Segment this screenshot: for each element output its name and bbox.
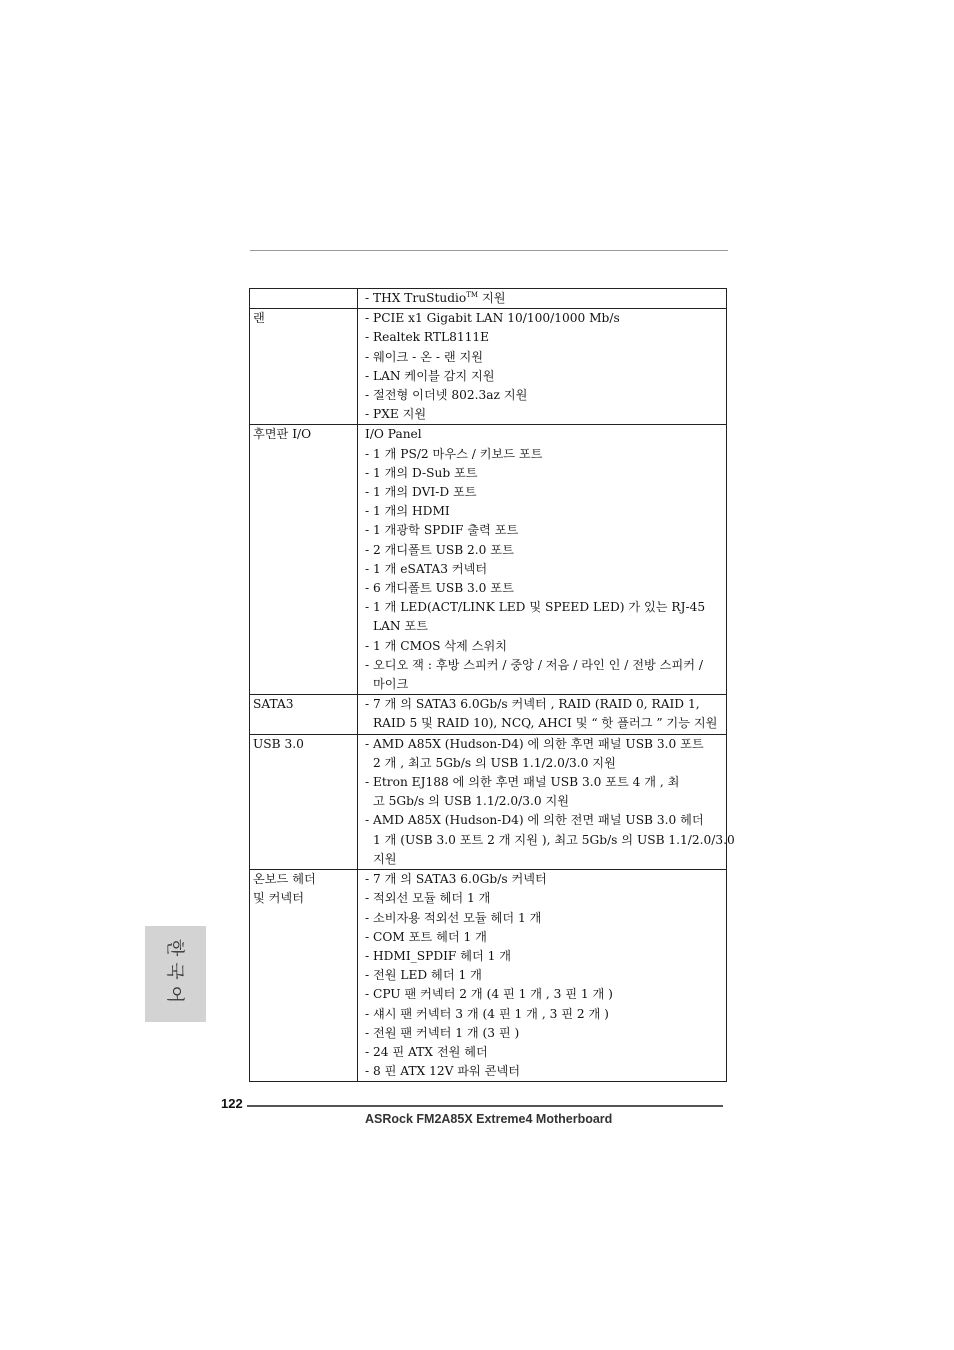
top-divider: [250, 250, 728, 251]
spec-label: [250, 734, 358, 869]
spec-item: - 오디오 잭 : 후방 스피커 / 중앙 / 저음 / 라인 인 / 전방 스피커 /: [365, 657, 703, 672]
spec-row: [250, 870, 727, 1082]
page-number: 122: [221, 1096, 243, 1111]
spec-table: [249, 288, 735, 1082]
spec-row: [250, 425, 727, 695]
spec-item: - 소비자용 적외선 모듈 헤더 1 개: [365, 910, 542, 925]
spec-item: - 7 개 의 SATA3 6.0Gb/s 커넥터 , RAID (RAID 0, RAID 1,: [365, 697, 700, 712]
spec-continuation-line: LAN 포트: [373, 619, 428, 634]
spec-continuation-line: RAID 5 및 RAID 10), NCQ, AHCI 및 “ 핫 플러그 ” 기능 지원: [373, 716, 718, 731]
spec-item: - 전원 LED 헤더 1 개: [365, 968, 482, 983]
spec-item: - PXE 지원: [365, 407, 427, 422]
spec-continuation-line: 고 5Gb/s 의 USB 1.1/2.0/3.0 지원: [373, 794, 570, 809]
spec-item: - 1 개의 DVI-D 포트: [365, 485, 477, 500]
spec-item: - LAN 케이블 감지 지원: [365, 368, 495, 383]
spec-content: [358, 309, 727, 425]
spec-item: - AMD A85X (Hudson-D4) 에 의한 전면 패널 USB 3.0 헤더: [365, 813, 704, 828]
spec-row: [250, 289, 727, 309]
spec-item: - PCIE x1 Gigabit LAN 10/100/1000 Mb/s: [365, 311, 620, 326]
spec-item: - 24 핀 ATX 전원 헤더: [365, 1044, 488, 1059]
spec-row: [250, 309, 727, 425]
spec-item: - 2 개디폴트 USB 2.0 포트: [365, 542, 514, 557]
spec-item: - COM 포트 헤더 1 개: [365, 929, 487, 944]
spec-continuation-line: 2 개 , 최고 5Gb/s 의 USB 1.1/2.0/3.0 지원: [373, 755, 616, 770]
spec-label-line: 랜: [253, 311, 265, 326]
spec-item: - 전원 팬 커넥터 1 개 (3 핀 ): [365, 1025, 520, 1040]
spec-label: [250, 309, 358, 425]
spec-label-line: 후면판 I/O: [253, 427, 312, 442]
spec-item: - 웨이크 - 온 - 랜 지원: [365, 349, 484, 364]
trademark-mark: TM: [466, 291, 479, 299]
spec-item: - 1 개의 D-Sub 포트: [365, 465, 478, 480]
spec-continuation-line: 마이크: [373, 677, 409, 692]
spec-row: [250, 695, 727, 734]
language-side-tab-label: 한국어: [163, 938, 185, 1010]
spec-item: - HDMI_SPDIF 헤더 1 개: [365, 948, 512, 963]
spec-item: - Realtek RTL8111E: [365, 330, 490, 345]
spec-item: - 1 개광학 SPDIF 출력 포트: [365, 523, 519, 538]
spec-label-line: 및 커넥터: [253, 891, 304, 906]
spec-item: - 1 개 eSATA3 커넥터: [365, 561, 488, 576]
language-side-tab: [145, 926, 206, 1022]
spec-label: [250, 695, 358, 734]
spec-label: [250, 289, 358, 309]
spec-item: - 6 개디폴트 USB 3.0 포트: [365, 581, 514, 596]
spec-label-line: SATA3: [253, 697, 294, 712]
spec-continuation-line: 1 개 (USB 3.0 포트 2 개 지원 ), 최고 5Gb/s 의 USB 1.1/2.0/3.0: [373, 832, 735, 847]
spec-content: [358, 734, 735, 869]
spec-item: - 절전형 이더넷 802.3az 지원: [365, 388, 528, 403]
spec-label-line: USB 3.0: [253, 736, 304, 751]
spec-continuation-line: 지원: [373, 851, 397, 866]
spec-item: - Etron EJ188 에 의한 후면 패널 USB 3.0 포트 4 개 , 최: [365, 775, 680, 790]
footer-divider: [247, 1105, 723, 1107]
spec-item: I/O Panel: [365, 427, 422, 442]
spec-item: - 적외선 모듈 헤더 1 개: [365, 891, 491, 906]
spec-row: [250, 734, 727, 869]
spec-item: - 1 개 CMOS 삭제 스위치: [365, 638, 508, 653]
spec-item: - 1 개 LED(ACT/LINK LED 및 SPEED LED) 가 있는 RJ-45: [365, 600, 706, 615]
spec-item: - 8 핀 ATX 12V 파워 콘넥터: [365, 1064, 521, 1079]
spec-item: - 1 개의 HDMI: [365, 504, 450, 519]
spec-content: [358, 870, 727, 1082]
spec-label: [250, 425, 358, 695]
spec-item: - THX TruStudio™ 지원: [365, 291, 506, 305]
spec-content: [358, 695, 727, 734]
spec-label: [250, 870, 358, 1082]
spec-item: - 1 개 PS/2 마우스 / 키보드 포트: [365, 446, 543, 461]
footer-title: ASRock FM2A85X Extreme4 Motherboard: [365, 1112, 613, 1126]
spec-item: - CPU 팬 커넥터 2 개 (4 핀 1 개 , 3 핀 1 개 ): [365, 987, 613, 1002]
spec-item: - AMD A85X (Hudson-D4) 에 의한 후면 패널 USB 3.0 포트: [365, 736, 704, 751]
spec-content: [358, 289, 727, 309]
spec-content: [358, 425, 727, 695]
spec-item: - 섀시 팬 커넥터 3 개 (4 핀 1 개 , 3 핀 2 개 ): [365, 1006, 609, 1021]
spec-item: - 7 개 의 SATA3 6.0Gb/s 커넥터: [365, 872, 547, 887]
spec-label-line: 온보드 헤더: [253, 872, 316, 887]
